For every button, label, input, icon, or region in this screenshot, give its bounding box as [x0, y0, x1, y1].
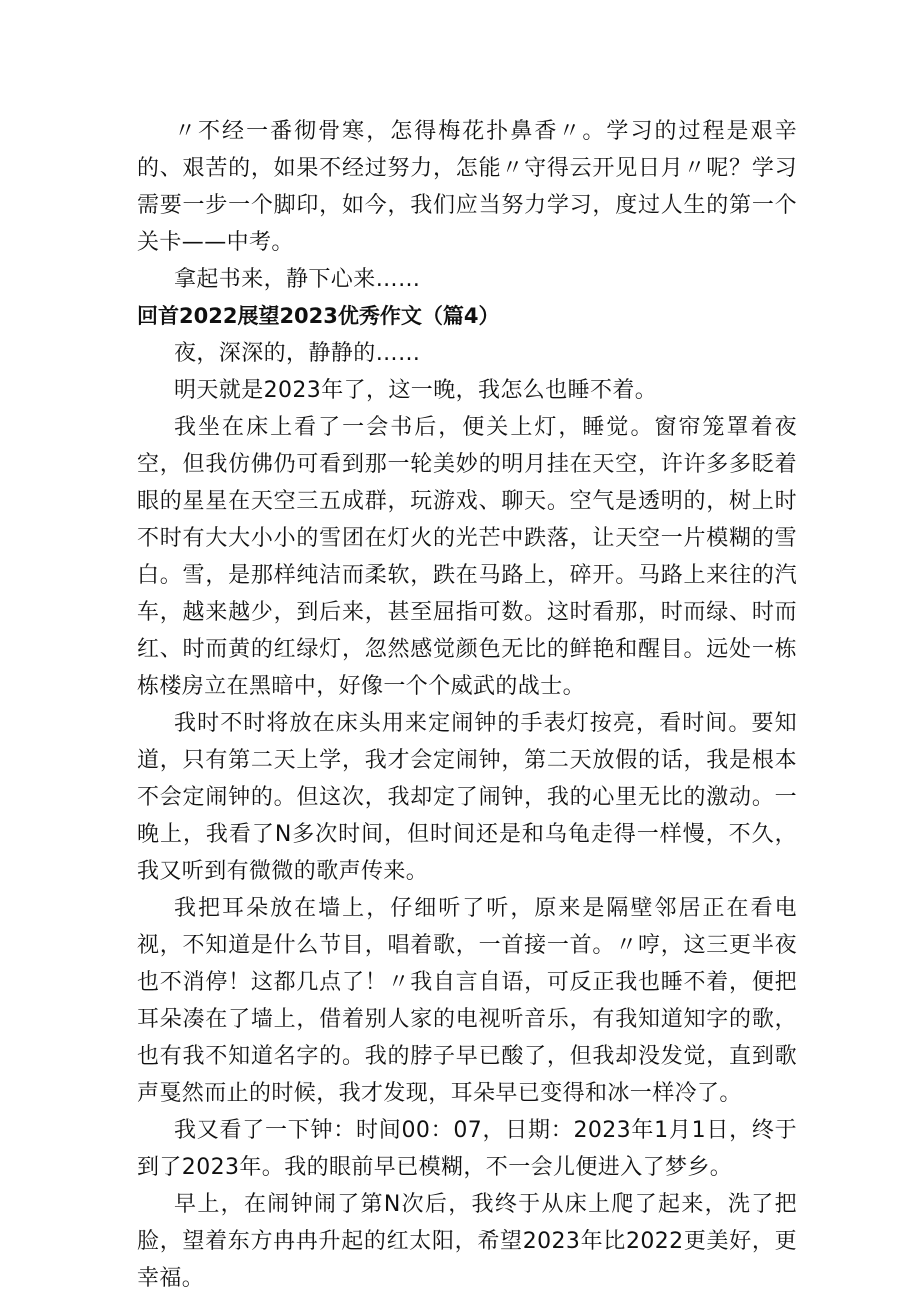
- paragraph-morning: 早上，在闹钟闹了第N次后，我终于从床上爬了起来，洗了把脸，望着东方冉冉升起的红太阳，希望2023年比2022更美好，更幸福。: [137, 1192, 797, 1291]
- paragraph-neighbor-tv: 我把耳朵放在墙上，仔细听了听，原来是隔壁邻居正在看电视，不知道是什么节目，唱着歌，一首接一首。〃哼，这三更半夜也不消停！这都几点了！〃我自言自语，可反正我也睡不着，便把耳朵凑在了墙上，借着别人家的电视听音乐，有我知道知字的歌，也有我不知道名字的。我的脖子早已酸了，但我却没发觉，直到歌声戛然而止的时候，我才发现，耳朵早已变得和冰一样冷了。: [137, 896, 797, 1106]
- essay-body: [137, 113, 797, 1297]
- paragraph-tomorrow: 明天就是2023年了，这一晚，我怎么也睡不着。: [174, 378, 658, 403]
- paragraph-night: 夜，深深的，静静的……: [174, 341, 421, 366]
- paragraph-plum-blossom: 〃不经一番彻骨寒，怎得梅花扑鼻香〃。学习的过程是艰辛的、艰苦的，如果不经过努力，怎能〃守得云开见日月〃呢？学习需要一步一个脚印，如今，我们应当努力学习，度过人生的第一个关卡——中考。: [137, 119, 797, 255]
- paragraph-window-view: 我坐在床上看了一会书后，便关上灯，睡觉。窗帘笼罩着夜空，但我仿佛仍可看到那一轮美妙的明月挂在天空，许许多多眨着眼的星星在天空三五成群，玩游戏、聊天。空气是透明的，树上时不时有大大小小的雪团在灯火的光芒中跌落，让天空一片模糊的雪白。雪，是那样纯洁而柔软，跌在马路上，碎开。马路上来往的汽车，越来越少，到后来，甚至屈指可数。这时看那，时而绿、时而红、时而黄的红绿灯，忽然感觉颜色无比的鲜艳和醒目。远处一栋栋楼房立在黑暗中，好像一个个威武的战士。: [137, 415, 797, 699]
- essay-heading: 回首2022展望2023优秀作文（篇4）: [137, 304, 500, 328]
- paragraph-alarm-watch: 我时不时将放在床头用来定闹钟的手表灯按亮，看时间。要知道，只有第二天上学，我才会定闹钟，第二天放假的话，我是根本不会定闹钟的。但这次，我却定了闹钟，我的心里无比的激动。一晚上，我看了N多次时间，但时间还是和乌龟走得一样慢，不久，我又听到有微微的歌声传来。: [137, 711, 797, 884]
- paragraph-new-year-time: 我又看了一下钟：时间00：07，日期：2023年1月1日，终于到了2023年。我的眼前早已模糊，不一会儿便进入了梦乡。: [137, 1118, 797, 1180]
- paragraph-pick-up-book: 拿起书来，静下心来……: [174, 267, 421, 292]
